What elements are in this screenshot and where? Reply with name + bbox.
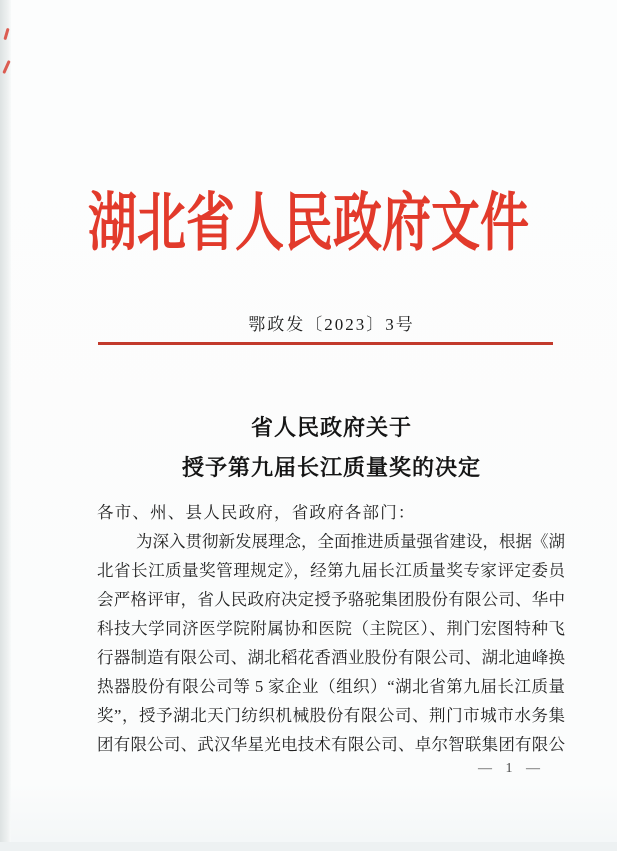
page-scan-left-edge <box>0 0 11 851</box>
body-line: 行器制造有限公司、湖北稻花香酒业股份有限公司、湖北迪峰换 <box>97 648 565 667</box>
document-title-line1: 省人民政府关于 <box>250 415 412 440</box>
salutation-line: 各市、州、县人民政府，省政府各部门： <box>97 503 416 522</box>
red-letterhead-title: 湖北省人民政府文件 <box>87 187 529 259</box>
document-title-line2: 授予第九届长江质量奖的决定 <box>181 455 481 480</box>
body-line: 奖”，授予湖北天门纺织机械股份有限公司、荆门市城市水务集 <box>97 706 565 725</box>
body-line: 北省长江质量奖管理规定》，经第九届长江质量奖专家评定委员 <box>97 561 565 580</box>
body-line: 科技大学同济医学院附属协和医院（主院区）、荆门宏图特种飞 <box>97 619 565 638</box>
document-body <box>97 498 565 759</box>
body-line: 团有限公司、武汉华星光电技术有限公司、卓尔智联集团有限公 <box>97 735 565 754</box>
body-line: 热器股份有限公司等 5 家企业（组织）“湖北省第九届长江质量 <box>97 677 565 696</box>
document-title <box>97 408 566 488</box>
body-line: 为深入贯彻新发展理念，全面推进质量强省建设，根据《湖 <box>136 532 565 551</box>
document-number: 鄂政发〔2023〕3号 <box>248 315 415 334</box>
body-line: 会严格评审，省人民政府决定授予骆驼集团股份有限公司、华中 <box>97 590 565 609</box>
red-divider-line <box>98 342 553 345</box>
page-number: — 1 — <box>478 761 545 776</box>
page-scan-bottom-edge <box>0 842 617 851</box>
